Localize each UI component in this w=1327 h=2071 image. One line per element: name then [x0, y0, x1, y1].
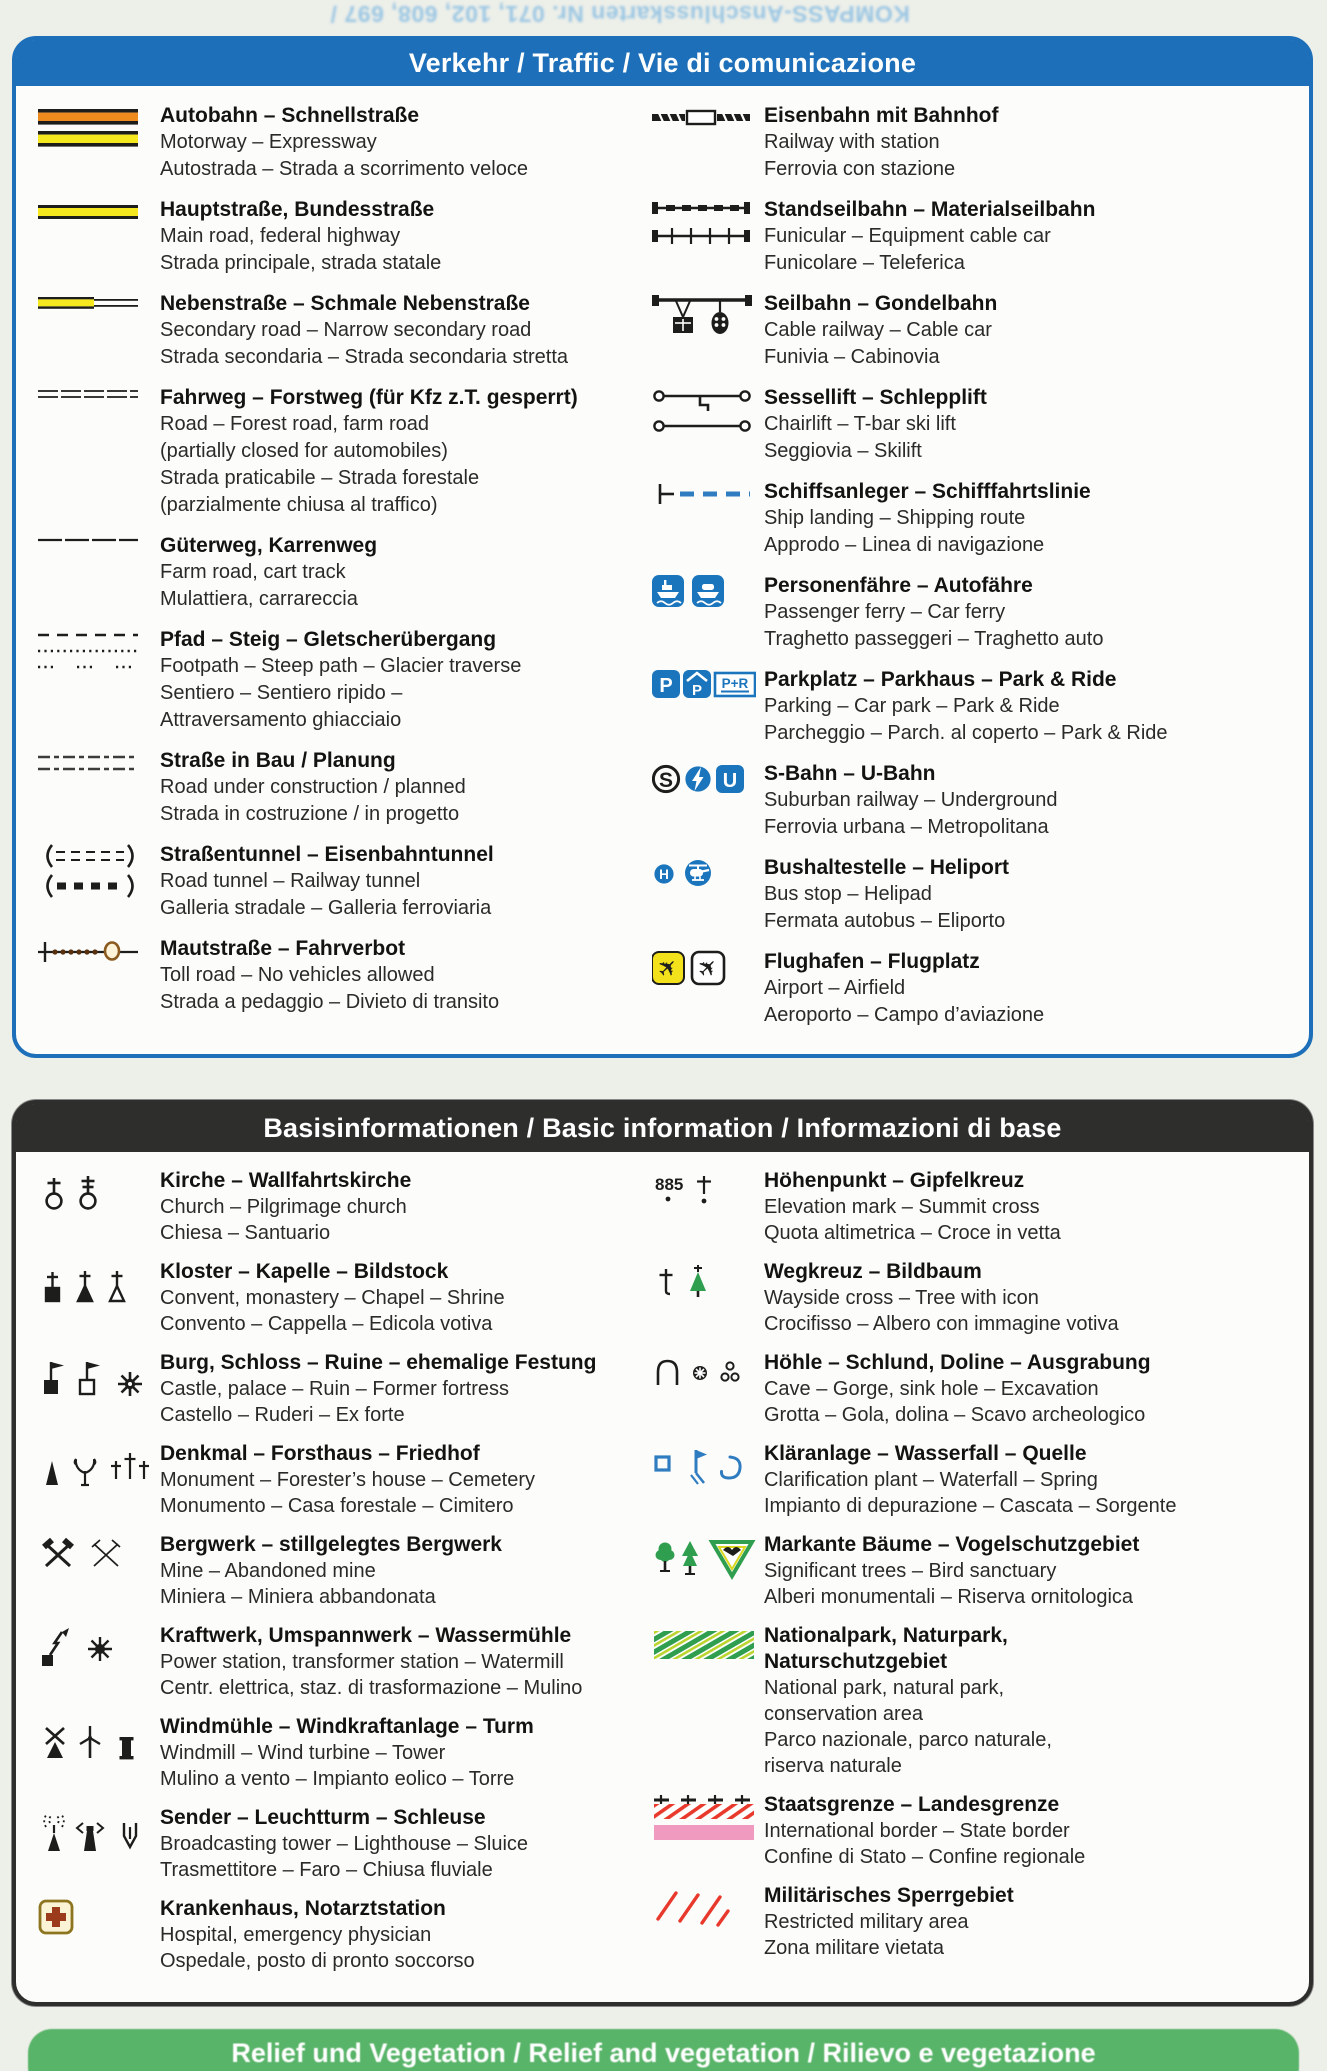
entry-subtitle: Strada in costruzione / in progetto: [160, 803, 460, 825]
legend-entry-text: [764, 1168, 1291, 1246]
legend-entry-text: [764, 854, 1291, 935]
cave-icon: [652, 1350, 764, 1428]
legend-entry: [38, 747, 652, 828]
entry-subtitle: (parzialmente chiusa al traffico): [160, 494, 438, 516]
entry-subtitle: Passenger ferry – Car ferry: [763, 601, 1006, 623]
entry-subtitle: Seggiovia – Skilift: [763, 440, 922, 462]
entry-subtitle: (partially closed for automobiles): [160, 440, 448, 462]
legend-entry-text: [160, 196, 652, 277]
entry-subtitle: Toll road – No vehicles allowed: [160, 964, 435, 986]
church-icon: [38, 1168, 160, 1246]
legend-entry-text: [160, 290, 652, 371]
entry-subtitle: Convento – Cappella – Edicola votiva: [160, 1313, 493, 1335]
entry-subtitle: Sentiero – Sentiero ripido –: [160, 682, 403, 704]
legend-entry: [652, 1623, 1291, 1779]
entry-title: Pfad – Steig – Gletscherübergang: [160, 628, 497, 651]
entry-subtitle: Castello – Ruderi – Ex forte: [160, 1404, 405, 1426]
entry-subtitle: Significant trees – Bird sanctuary: [763, 1560, 1057, 1582]
entry-subtitle: Traghetto passeggeri – Traghetto auto: [763, 628, 1104, 650]
entry-subtitle: Funicolare – Teleferica: [763, 252, 965, 274]
legend-entry: [38, 626, 652, 734]
entry-subtitle: Confine di Stato – Confine regionale: [763, 1846, 1086, 1868]
entry-title: Wegkreuz – Bildbaum: [763, 1260, 982, 1283]
cable-car-icon: [652, 290, 764, 371]
entry-subtitle: Windmill – Wind turbine – Tower: [160, 1742, 446, 1764]
transmitter-icon: [38, 1805, 160, 1883]
entry-subtitle: Chiesa – Santuario: [160, 1222, 331, 1244]
traffic-panel-header: [16, 40, 1309, 86]
castle-icon: [38, 1350, 160, 1428]
legend-entry: [652, 760, 1291, 841]
entry-subtitle: Funivia – Cabinovia: [763, 346, 940, 368]
entry-title: Denkmal – Forsthaus – Friedhof: [160, 1442, 480, 1465]
traffic-panel-body: [16, 86, 1309, 1042]
svg-text:P: P: [691, 682, 702, 699]
hospital-icon: [38, 1896, 160, 1974]
entry-subtitle: Road tunnel – Railway tunnel: [160, 870, 421, 892]
legend-entry-text: [764, 948, 1291, 1029]
ferry-icon: [652, 572, 764, 653]
entry-title: Höhenpunkt – Gipfelkreuz: [763, 1169, 1025, 1192]
monument-icon: [38, 1441, 160, 1519]
entry-title: Kläranlage – Wasserfall – Quelle: [763, 1442, 1087, 1465]
entry-title: Flughafen – Flugplatz: [763, 950, 980, 973]
entry-subtitle: Ospedale, posto di pronto soccorso: [160, 1950, 475, 1972]
entry-subtitle: Bus stop – Helipad: [763, 883, 932, 905]
entry-subtitle: Strada principale, strada statale: [160, 252, 442, 274]
entry-subtitle: Chairlift – T-bar ski lift: [763, 413, 956, 435]
legend-entry: [38, 1805, 652, 1883]
entry-subtitle: Centr. elettrica, staz. di trasformazione – Mulino: [160, 1677, 583, 1699]
svg-text:✈: ✈: [651, 951, 685, 986]
entry-title: Straße in Bau / Planung: [160, 749, 396, 772]
entry-title: Naturschutzgebiet: [763, 1650, 948, 1673]
legend-entry-text: [160, 532, 652, 613]
entry-subtitle: Grotta – Gola, dolina – Scavo archeologico: [763, 1404, 1146, 1426]
traffic-panel: [12, 36, 1313, 1058]
entry-subtitle: Suburban railway – Underground: [763, 789, 1058, 811]
toll-road-icon: [38, 935, 160, 1016]
legend-entry: [38, 102, 652, 183]
legend-entry: [652, 1883, 1291, 1961]
national-park-icon: [652, 1623, 764, 1779]
legend-entry: [652, 196, 1291, 277]
entry-title: Straßentunnel – Eisenbahntunnel: [160, 843, 494, 866]
entry-subtitle: Hospital, emergency physician: [160, 1924, 432, 1946]
cart-track-icon: [38, 532, 160, 613]
sbahn-ubahn-icon: [652, 760, 764, 841]
legend-entry-text: [160, 626, 652, 734]
legend-entry-text: [160, 1168, 652, 1246]
legend-entry: [652, 948, 1291, 1029]
elevation-mark-icon: [652, 1168, 764, 1246]
entry-subtitle: Wayside cross – Tree with icon: [763, 1287, 1039, 1309]
svg-text:885: 885: [654, 1175, 684, 1194]
entry-title: Mautstraße – Fahrverbot: [160, 937, 406, 960]
legend-entry: [38, 290, 652, 371]
legend-entry: [652, 572, 1291, 653]
entry-subtitle: Fermata autobus – Eliporto: [763, 910, 1006, 932]
entry-subtitle: Crocifisso – Albero con immagine votiva: [763, 1313, 1119, 1335]
entry-subtitle: Parking – Car park – Park & Ride: [763, 695, 1060, 717]
entry-title: Windmühle – Windkraftanlage – Turm: [160, 1715, 534, 1738]
entry-title: Fahrweg – Forstweg (für Kfz z.T. gesperrt): [160, 386, 578, 409]
entry-title: Güterweg, Karrenweg: [160, 534, 378, 557]
legend-entry-text: [160, 1350, 652, 1428]
svg-text:P+R: P+R: [721, 676, 749, 691]
entry-subtitle: Zona militare vietata: [763, 1937, 945, 1959]
entry-subtitle: Parcheggio – Parch. al coperto – Park & Ride: [763, 722, 1168, 744]
entry-title: Schiffsanleger – Schifffahrtslinie: [763, 480, 1091, 503]
entry-title: Standseilbahn – Materialseilbahn: [763, 198, 1096, 221]
legend-entry-text: [160, 841, 652, 922]
legend-entry: [38, 1896, 652, 1974]
legend-entry: [652, 290, 1291, 371]
entry-title: S-Bahn – U-Bahn: [763, 762, 936, 785]
legend-entry-text: [764, 102, 1291, 183]
entry-subtitle: Monument – Forester’s house – Cemetery: [160, 1469, 535, 1491]
svg-text:P: P: [659, 675, 673, 697]
funicular-icon: [652, 196, 764, 277]
entry-subtitle: Footpath – Steep path – Glacier traverse: [160, 655, 522, 677]
entry-subtitle: Church – Pilgrimage church: [160, 1196, 407, 1218]
legend-entry: [38, 532, 652, 613]
legend-entry: [652, 384, 1291, 465]
entry-subtitle: Motorway – Expressway: [160, 131, 377, 153]
entry-subtitle: Mulino a vento – Impianto eolico – Torre: [160, 1768, 515, 1790]
entry-subtitle: Funicular – Equipment cable car: [763, 225, 1051, 247]
legend-entry-text: [764, 666, 1291, 747]
forest-road-icon: [38, 384, 160, 519]
legend-entry: [652, 478, 1291, 559]
legend-entry: [38, 1350, 652, 1428]
legend-entry: [38, 1532, 652, 1610]
legend-entry: [38, 935, 652, 1016]
entry-title: Sessellift – Schlepplift: [763, 386, 987, 409]
legend-entry-text: [764, 572, 1291, 653]
entry-title: Personenfähre – Autofähre: [763, 574, 1033, 597]
legend-entry-text: [160, 1896, 652, 1974]
waterfall-icon: [652, 1441, 764, 1519]
tunnel-icon: [38, 841, 160, 922]
entry-subtitle: Parco nazionale, parco naturale,: [763, 1729, 1052, 1751]
entry-subtitle: riserva naturale: [763, 1755, 902, 1777]
entry-title: Bushaltestelle – Heliport: [763, 856, 1010, 879]
legend-entry-text: [160, 1532, 652, 1610]
entry-title: Höhle – Schlund, Doline – Ausgrabung: [763, 1351, 1151, 1374]
legend-entry-text: [160, 1714, 652, 1792]
entry-subtitle: Elevation mark – Summit cross: [763, 1196, 1040, 1218]
legend-entry: [652, 666, 1291, 747]
relief-section-title: Relief und Vegetation / Relief and vegetation / Rilievo e vegetazione: [231, 2038, 1096, 2068]
legend-entry: [652, 102, 1291, 183]
legend-entry-text: [764, 760, 1291, 841]
svg-text:H: H: [659, 867, 669, 882]
legend-entry-text: [764, 196, 1291, 277]
entry-subtitle: Approdo – Linea di navigazione: [763, 534, 1045, 556]
entry-subtitle: Cable railway – Cable car: [763, 319, 992, 341]
entry-title: Bergwerk – stillgelegtes Bergwerk: [160, 1533, 502, 1556]
entry-title: Kraftwerk, Umspannwerk – Wassermühle: [160, 1624, 572, 1647]
entry-title: Markante Bäume – Vogelschutzgebiet: [763, 1533, 1140, 1556]
entry-subtitle: Ship landing – Shipping route: [763, 507, 1026, 529]
legend-entry: [38, 1441, 652, 1519]
entry-title: Nebenstraße – Schmale Nebenstraße: [160, 292, 530, 315]
mine-icon: [38, 1532, 160, 1610]
svg-text:✈: ✈: [691, 951, 725, 986]
legend-entry-text: [764, 1532, 1291, 1610]
entry-subtitle: conservation area: [763, 1703, 923, 1725]
svg-text:U: U: [722, 770, 738, 792]
entry-subtitle: Road under construction / planned: [160, 776, 466, 798]
entry-subtitle: Ferrovia con stazione: [763, 158, 956, 180]
entry-subtitle: Miniera – Miniera abbandonata: [160, 1586, 436, 1608]
entry-title: Kloster – Kapelle – Bildstock: [160, 1260, 449, 1283]
entry-subtitle: Strada praticabile – Strada forestale: [160, 467, 480, 489]
railway-station-icon: [652, 102, 764, 183]
legend-entry-text: [160, 102, 652, 183]
traffic-right-column: [652, 102, 1291, 1042]
legend-entry-text: [764, 1883, 1291, 1961]
entry-subtitle: Castle, palace – Ruin – Former fortress: [160, 1378, 510, 1400]
legend-entry: [38, 196, 652, 277]
basic-left-column: [38, 1168, 652, 1987]
entry-title: Eisenbahn mit Bahnhof: [763, 104, 999, 127]
entry-title: Militärisches Sperrgebiet: [763, 1884, 1014, 1907]
legend-entry-text: [764, 1259, 1291, 1337]
entry-subtitle: Restricted military area: [763, 1911, 969, 1933]
basic-info-panel-body: [16, 1152, 1309, 1987]
legend-entry: [38, 384, 652, 519]
legend-entry-text: [160, 1441, 652, 1519]
legend-entry-text: [160, 1805, 652, 1883]
entry-title: Autobahn – Schnellstraße: [160, 104, 420, 127]
entry-subtitle: Farm road, cart track: [160, 561, 346, 583]
windmill-icon: [38, 1714, 160, 1792]
main-road-icon: [38, 196, 160, 277]
entry-subtitle: Galleria stradale – Galleria ferroviaria: [160, 897, 492, 919]
footpath-icon: [38, 626, 160, 734]
wayside-cross-icon: [652, 1259, 764, 1337]
legend-entry-text: [160, 935, 652, 1016]
bus-heliport-icon: [652, 854, 764, 935]
basic-right-column: [652, 1168, 1291, 1987]
monastery-icon: [38, 1259, 160, 1337]
entry-subtitle: Road – Forest road, farm road: [160, 413, 430, 435]
parking-icon: [652, 666, 764, 747]
entry-subtitle: Power station, transformer station – Watermill: [160, 1651, 564, 1673]
entry-subtitle: Strada secondaria – Strada secondaria stretta: [160, 346, 569, 368]
legend-entry: [652, 1168, 1291, 1246]
entry-subtitle: Railway with station: [763, 131, 940, 153]
legend-entry-text: [764, 1623, 1291, 1779]
entry-subtitle: Mine – Abandoned mine: [160, 1560, 376, 1582]
entry-title: Burg, Schloss – Ruine – ehemalige Festung: [160, 1351, 597, 1374]
legend-entry: [652, 854, 1291, 935]
entry-subtitle: Attraversamento ghiacciaio: [160, 709, 402, 731]
ship-landing-icon: [652, 478, 764, 559]
legend-entry-text: [764, 1441, 1291, 1519]
legend-entry: [38, 1623, 652, 1701]
entry-subtitle: Secondary road – Narrow secondary road: [160, 319, 532, 341]
chairlift-icon: [652, 384, 764, 465]
legend-entry: [652, 1441, 1291, 1519]
legend-entry-text: [160, 384, 652, 519]
traffic-panel-title: Verkehr / Traffic / Vie di comunicazione: [408, 47, 917, 78]
entry-subtitle: Alberi monumentali – Riserva ornitologica: [763, 1586, 1134, 1608]
entry-title: Krankenhaus, Notarztstation: [160, 1897, 446, 1920]
state-border-icon: [652, 1792, 764, 1870]
entry-subtitle: Monumento – Casa forestale – Cimitero: [160, 1495, 514, 1517]
legend-entry: [38, 841, 652, 922]
entry-subtitle: Broadcasting tower – Lighthouse – Sluice: [160, 1833, 529, 1855]
trees-bird-icon: [652, 1532, 764, 1610]
svg-text:S: S: [658, 769, 673, 792]
entry-subtitle: Quota altimetrica – Croce in vetta: [763, 1222, 1061, 1244]
entry-subtitle: Cave – Gorge, sink hole – Excavation: [763, 1378, 1099, 1400]
entry-subtitle: Convent, monastery – Chapel – Shrine: [160, 1287, 505, 1309]
legend-entry: [652, 1532, 1291, 1610]
entry-title: Sender – Leuchtturm – Schleuse: [160, 1806, 486, 1829]
motorway-icon: [38, 102, 160, 183]
entry-subtitle: Airport – Airfield: [763, 977, 906, 999]
entry-title: Parkplatz – Parkhaus – Park & Ride: [763, 668, 1117, 691]
legend-entry: [38, 1714, 652, 1792]
secondary-road-icon: [38, 290, 160, 371]
entry-title: Hauptstraße, Bundesstraße: [160, 198, 435, 221]
legend-entry-text: [160, 1259, 652, 1337]
entry-title: Nationalpark, Naturpark,: [763, 1624, 1008, 1647]
basic-info-panel: [12, 1100, 1313, 2006]
legend-entry-text: [764, 1792, 1291, 1870]
entry-subtitle: Trasmettitore – Faro – Chiusa fluviale: [160, 1859, 493, 1881]
entry-subtitle: Impianto di depurazione – Cascata – Sorgente: [763, 1495, 1177, 1517]
legend-entry-text: [764, 290, 1291, 371]
entry-subtitle: Main road, federal highway: [160, 225, 401, 247]
entry-subtitle: Clarification plant – Waterfall – Spring: [763, 1469, 1098, 1491]
road-construction-icon: [38, 747, 160, 828]
legend-entry-text: [764, 478, 1291, 559]
show-through-text: KOMPASS-Anschlusskarten Nr. 071, 102, 608, 697 /: [330, 1, 910, 27]
legend-entry: [652, 1350, 1291, 1428]
traffic-left-column: [38, 102, 652, 1042]
legend-entry: [652, 1792, 1291, 1870]
power-station-icon: [38, 1623, 160, 1701]
basic-info-panel-title: Basisinformationen / Basic information / Informazioni di base: [263, 1112, 1062, 1143]
legend-entry-text: [160, 1623, 652, 1701]
entry-title: Kirche – Wallfahrtskirche: [160, 1169, 412, 1192]
entry-subtitle: Autostrada – Strada a scorrimento veloce: [160, 158, 528, 180]
basic-info-panel-header: [16, 1104, 1309, 1152]
entry-subtitle: National park, natural park,: [763, 1677, 1005, 1699]
relief-section-header: [28, 2029, 1299, 2071]
legend-entry-text: [764, 1350, 1291, 1428]
entry-subtitle: International border – State border: [763, 1820, 1070, 1842]
legend-entry-text: [160, 747, 652, 828]
legend-entry: [38, 1259, 652, 1337]
airport-icon: [652, 948, 764, 1029]
entry-subtitle: Ferrovia urbana – Metropolitana: [763, 816, 1049, 838]
entry-subtitle: Strada a pedaggio – Divieto di transito: [160, 991, 500, 1013]
entry-subtitle: Aeroporto – Campo d’aviazione: [763, 1004, 1045, 1026]
military-area-icon: [652, 1883, 764, 1961]
entry-title: Staatsgrenze – Landesgrenze: [763, 1793, 1060, 1816]
entry-title: Seilbahn – Gondelbahn: [763, 292, 998, 315]
legend-entry: [652, 1259, 1291, 1337]
legend-entry-text: [764, 384, 1291, 465]
entry-subtitle: Mulattiera, carrareccia: [160, 588, 358, 610]
legend-entry: [38, 1168, 652, 1246]
